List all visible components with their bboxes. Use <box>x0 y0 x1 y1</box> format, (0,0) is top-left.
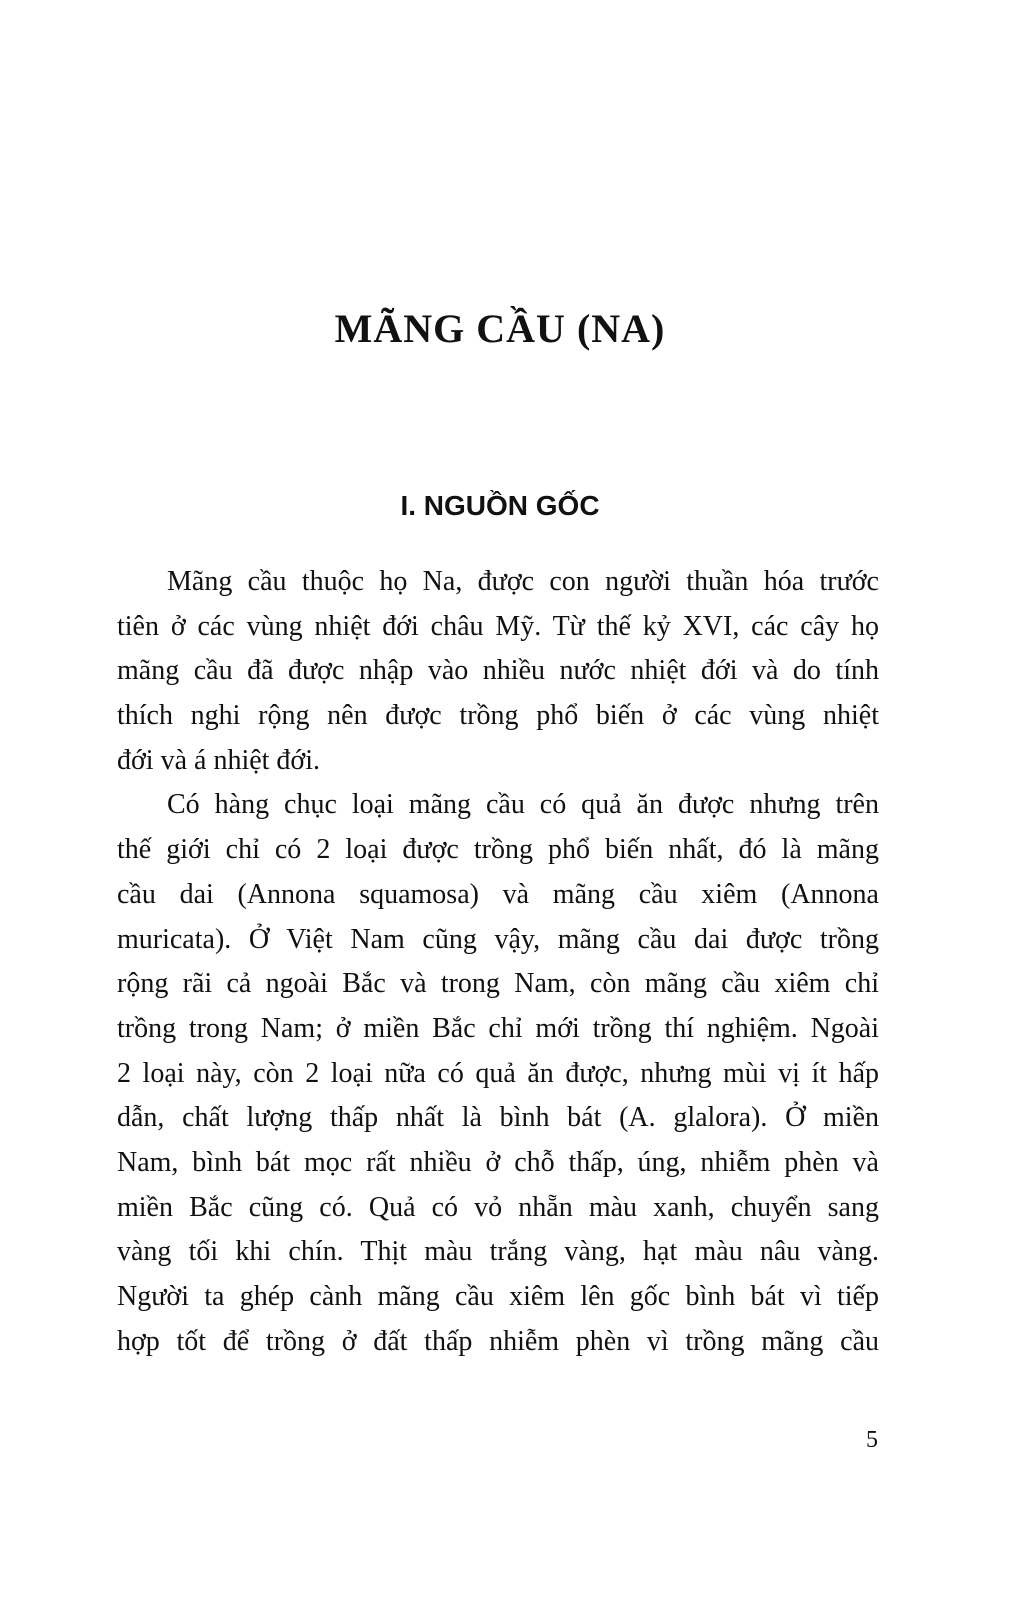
text-line: muricata). Ở Việt Nam cũng vậy, mãng cầu dai được trồng <box>117 923 879 955</box>
text-line: Người ta ghép cành mãng cầu xiêm lên gốc bình bát vì tiếp <box>117 1281 879 1312</box>
body-text <box>117 560 879 1364</box>
text-line: cầu dai (Annona squamosa) và mãng cầu xiêm (Annona <box>117 878 879 910</box>
text-line: Nam, bình bát mọc rất nhiều ở chỗ thấp, úng, nhiễm phèn và <box>117 1146 879 1178</box>
text-line: dẫn, chất lượng thấp nhất là bình bát (A. glalora). Ở miền <box>117 1102 879 1134</box>
page-number: 5 <box>866 1427 878 1453</box>
page-title: MÃNG CẦU (NA) <box>334 306 666 351</box>
text-line: rộng rãi cả ngoài Bắc và trong Nam, còn mãng cầu xiêm chỉ <box>117 968 879 1000</box>
text-line: 2 loại này, còn 2 loại nữa có quả ăn được, nhưng mùi vị ít hấp <box>117 1057 879 1089</box>
text-line: hợp tốt để trồng ở đất thấp nhiễm phèn vì trồng mãng cầu <box>117 1325 879 1357</box>
text-line: thế giới chỉ có 2 loại được trồng phổ biến nhất, đó là mãng <box>117 834 879 866</box>
text-line: vàng tối khi chín. Thịt màu trắng vàng, hạt màu nâu vàng. <box>117 1236 879 1268</box>
text-line: miền Bắc cũng có. Quả có vỏ nhẵn màu xanh, chuyển sang <box>117 1191 879 1223</box>
section-heading: I. NGUỒN GỐC <box>400 490 600 521</box>
text-line: tiên ở các vùng nhiệt đới châu Mỹ. Từ thế kỷ XVI, các cây họ <box>117 610 879 642</box>
text-line: Mãng cầu thuộc họ Na, được con người thuần hóa trước <box>167 566 879 597</box>
text-line: mãng cầu đã được nhập vào nhiều nước nhiệt đới và do tính <box>117 655 879 687</box>
text-line: Có hàng chục loại mãng cầu có quả ăn được nhưng trên <box>167 789 879 821</box>
text-line: đới và á nhiệt đới. <box>117 744 321 776</box>
text-line: trồng trong Nam; ở miền Bắc chỉ mới trồng thí nghiệm. Ngoài <box>117 1012 879 1044</box>
text-line: thích nghi rộng nên được trồng phổ biến ở các vùng nhiệt <box>117 700 879 732</box>
